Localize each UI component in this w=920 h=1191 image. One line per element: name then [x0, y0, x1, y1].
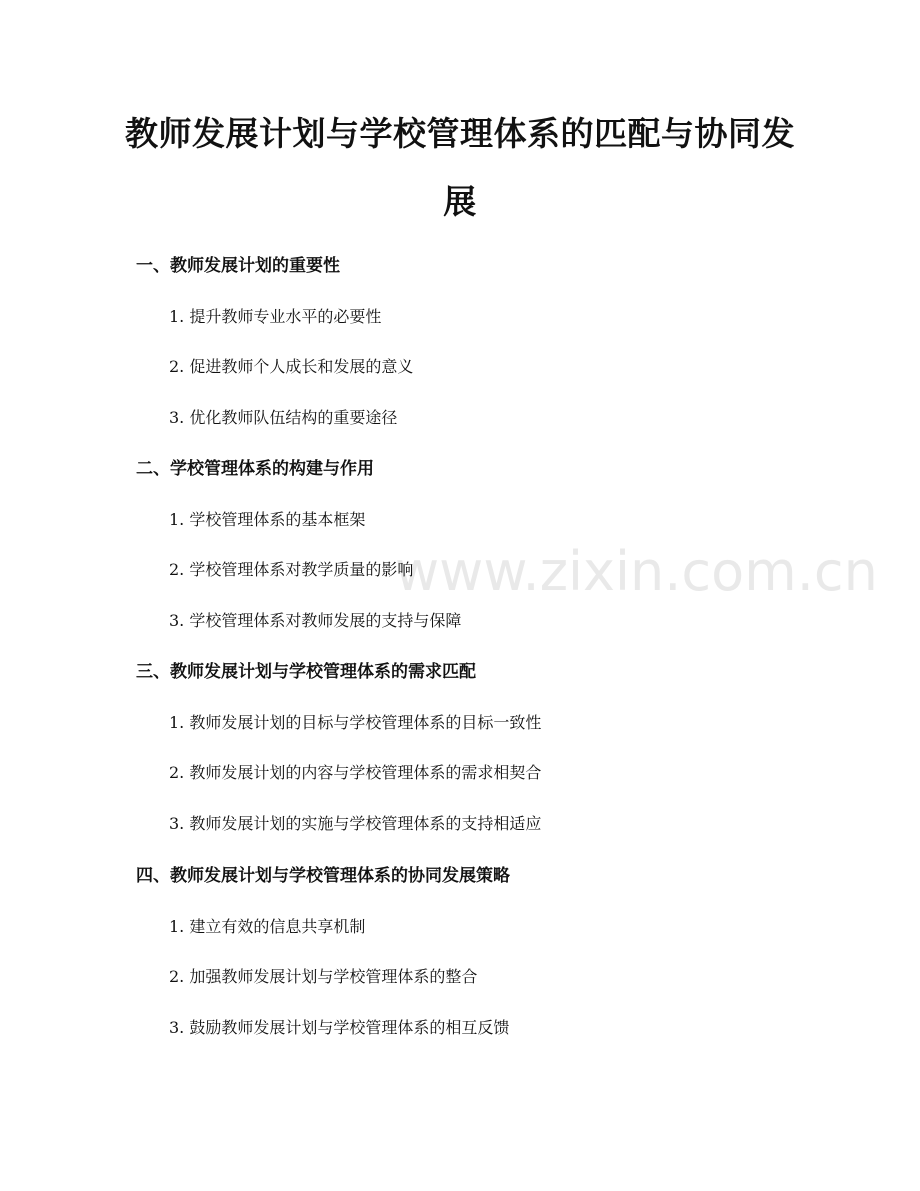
section-item: 3. 学校管理体系对教师发展的支持与保障 [169, 611, 462, 630]
document-title: 教师发展计划与学校管理体系的匹配与协同发展 [125, 114, 795, 221]
section-item: 2. 教师发展计划的内容与学校管理体系的需求相契合 [169, 763, 542, 782]
section-item: 1. 建立有效的信息共享机制 [169, 917, 366, 936]
watermark: www.zixin.com.cn [395, 540, 878, 603]
section-item: 2. 学校管理体系对教学质量的影响 [169, 560, 414, 579]
section-item: 2. 加强教师发展计划与学校管理体系的整合 [169, 967, 478, 986]
section-heading: 二、学校管理体系的构建与作用 [136, 459, 374, 479]
section-heading: 一、教师发展计划的重要性 [136, 256, 340, 276]
section-heading: 四、教师发展计划与学校管理体系的协同发展策略 [136, 866, 510, 886]
section-item: 1. 提升教师专业水平的必要性 [169, 307, 382, 326]
section-item: 1. 学校管理体系的基本框架 [169, 510, 366, 529]
section-heading: 三、教师发展计划与学校管理体系的需求匹配 [136, 662, 476, 682]
section-item: 3. 优化教师队伍结构的重要途径 [169, 408, 398, 427]
section-item: 3. 鼓励教师发展计划与学校管理体系的相互反馈 [169, 1018, 510, 1037]
section-item: 1. 教师发展计划的目标与学校管理体系的目标一致性 [169, 713, 542, 732]
section-item: 2. 促进教师个人成长和发展的意义 [169, 357, 414, 376]
section-item: 3. 教师发展计划的实施与学校管理体系的支持相适应 [169, 814, 542, 833]
